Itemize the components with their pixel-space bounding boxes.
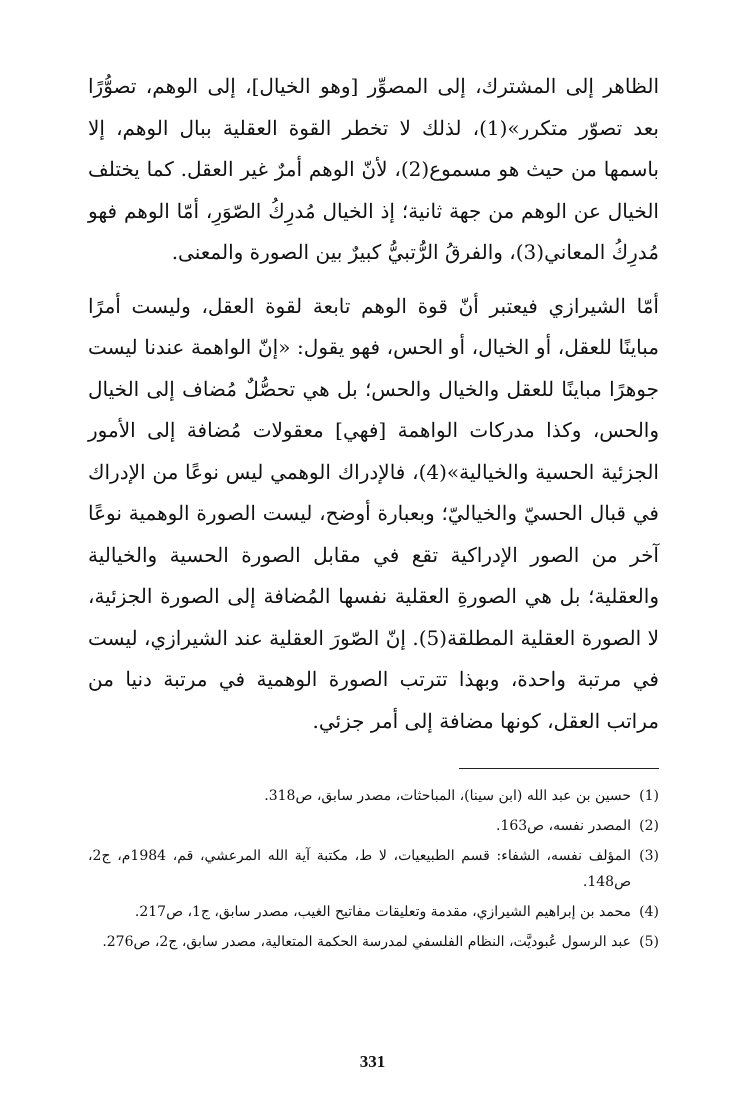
book-page: [88, 66, 659, 1113]
footnote-text: عبد الرسول عُبوديَّت، النظام الفلسفي لمدرسة الحكمة المتعالية، مصدر سابق، ج2، ص276.: [102, 934, 631, 950]
footnote-5: [88, 929, 659, 955]
footnote-4: [88, 899, 659, 925]
body-paragraph-1: الظاهر إلى المشترك، إلى المصوِّر [وهو الخيال]، إلى الوهم، تصوُّرًا بعد تصوّر متكرر»(1)، لذلك لا تخطر القوة العقلية ببال الوهم، إلا باسمها من حيث هو مسموع(2)، لأنّ الوهم أمرٌ غير العقل. كما يختلف الخيال عن الوهم من جهة ثانية؛ إذ الخيال مُدرِكُ الصّوَرِ، أمّا الوهم فهو مُدرِكُ المعاني(3)، والفرقُ الرُّتبيُّ كبيرٌ بين الصورة والمعنى.: [88, 74, 659, 264]
footnote-text: حسين بن عبد الله (ابن سينا)، المباحثات، مصدر سابق، ص318.: [264, 788, 631, 804]
footnote-1: [88, 783, 659, 809]
body-paragraph-2: أمّا الشيرازي فيعتبر أنّ قوة الوهم تابعة لقوة العقل، وليست أمرًا مباينًا للعقل، أو الخيال، أو الحس، فهو يقول: «إنّ الواهمة عندنا ليست جوهرًا مباينًا للعقل والخيال والحس؛ بل هي تحصُّلٌ مُضاف إلى الخيال والحس، وكذا مدركات الواهمة [فهي] معقولات مُضافة إلى الأمور الجزئية الحسية والخيالية»(4)، فالإدراك الوهمي ليس نوعًا من الإدراك في قبال الحسيّ والخياليّ؛ وبعبارة أوضح، ليست الصورة الوهمية نوعًا آخر من الصور الإدراكية تقع في مقابل الصورة الحسية والخيالية والعقلية؛ بل هي الصورةِ العقلية نفسها المُضافة إلى الصورة الجزئية، لا الصورة العقلية المطلقة(5). إنّ الصّورَ العقلية عند الشيرازي، ليست في مرتبة واحدة، وبهذا تترتب الصورة الوهمية في مرتبة دنيا من مراتب العقل، كونها مضافة إلى أمر جزئي.: [88, 293, 659, 733]
footnote-text: المؤلف نفسه، الشفاء: قسم الطبيعيات، لا ط، مكتبة آية الله المرعشي، قم، 1984م، ج2، ص148.: [88, 848, 631, 890]
footnote-number: (3): [639, 848, 659, 864]
footnote-separator: [459, 768, 659, 769]
footnote-3: [88, 843, 659, 895]
footnote-number: (4): [639, 904, 659, 920]
footnote-text: محمد بن إبراهيم الشيرازي، مقدمة وتعليقات مفاتيح الغيب، مصدر سابق، ج1، ص217.: [134, 904, 631, 920]
footnote-2: [88, 813, 659, 839]
footnote-number: (1): [639, 788, 659, 804]
footnote-number: (2): [639, 818, 659, 834]
page-number: 331: [359, 1052, 386, 1071]
footnote-text: المصدر نفسه، ص163.: [495, 818, 631, 834]
footnotes: [88, 783, 659, 955]
footnote-number: (5): [639, 934, 659, 950]
